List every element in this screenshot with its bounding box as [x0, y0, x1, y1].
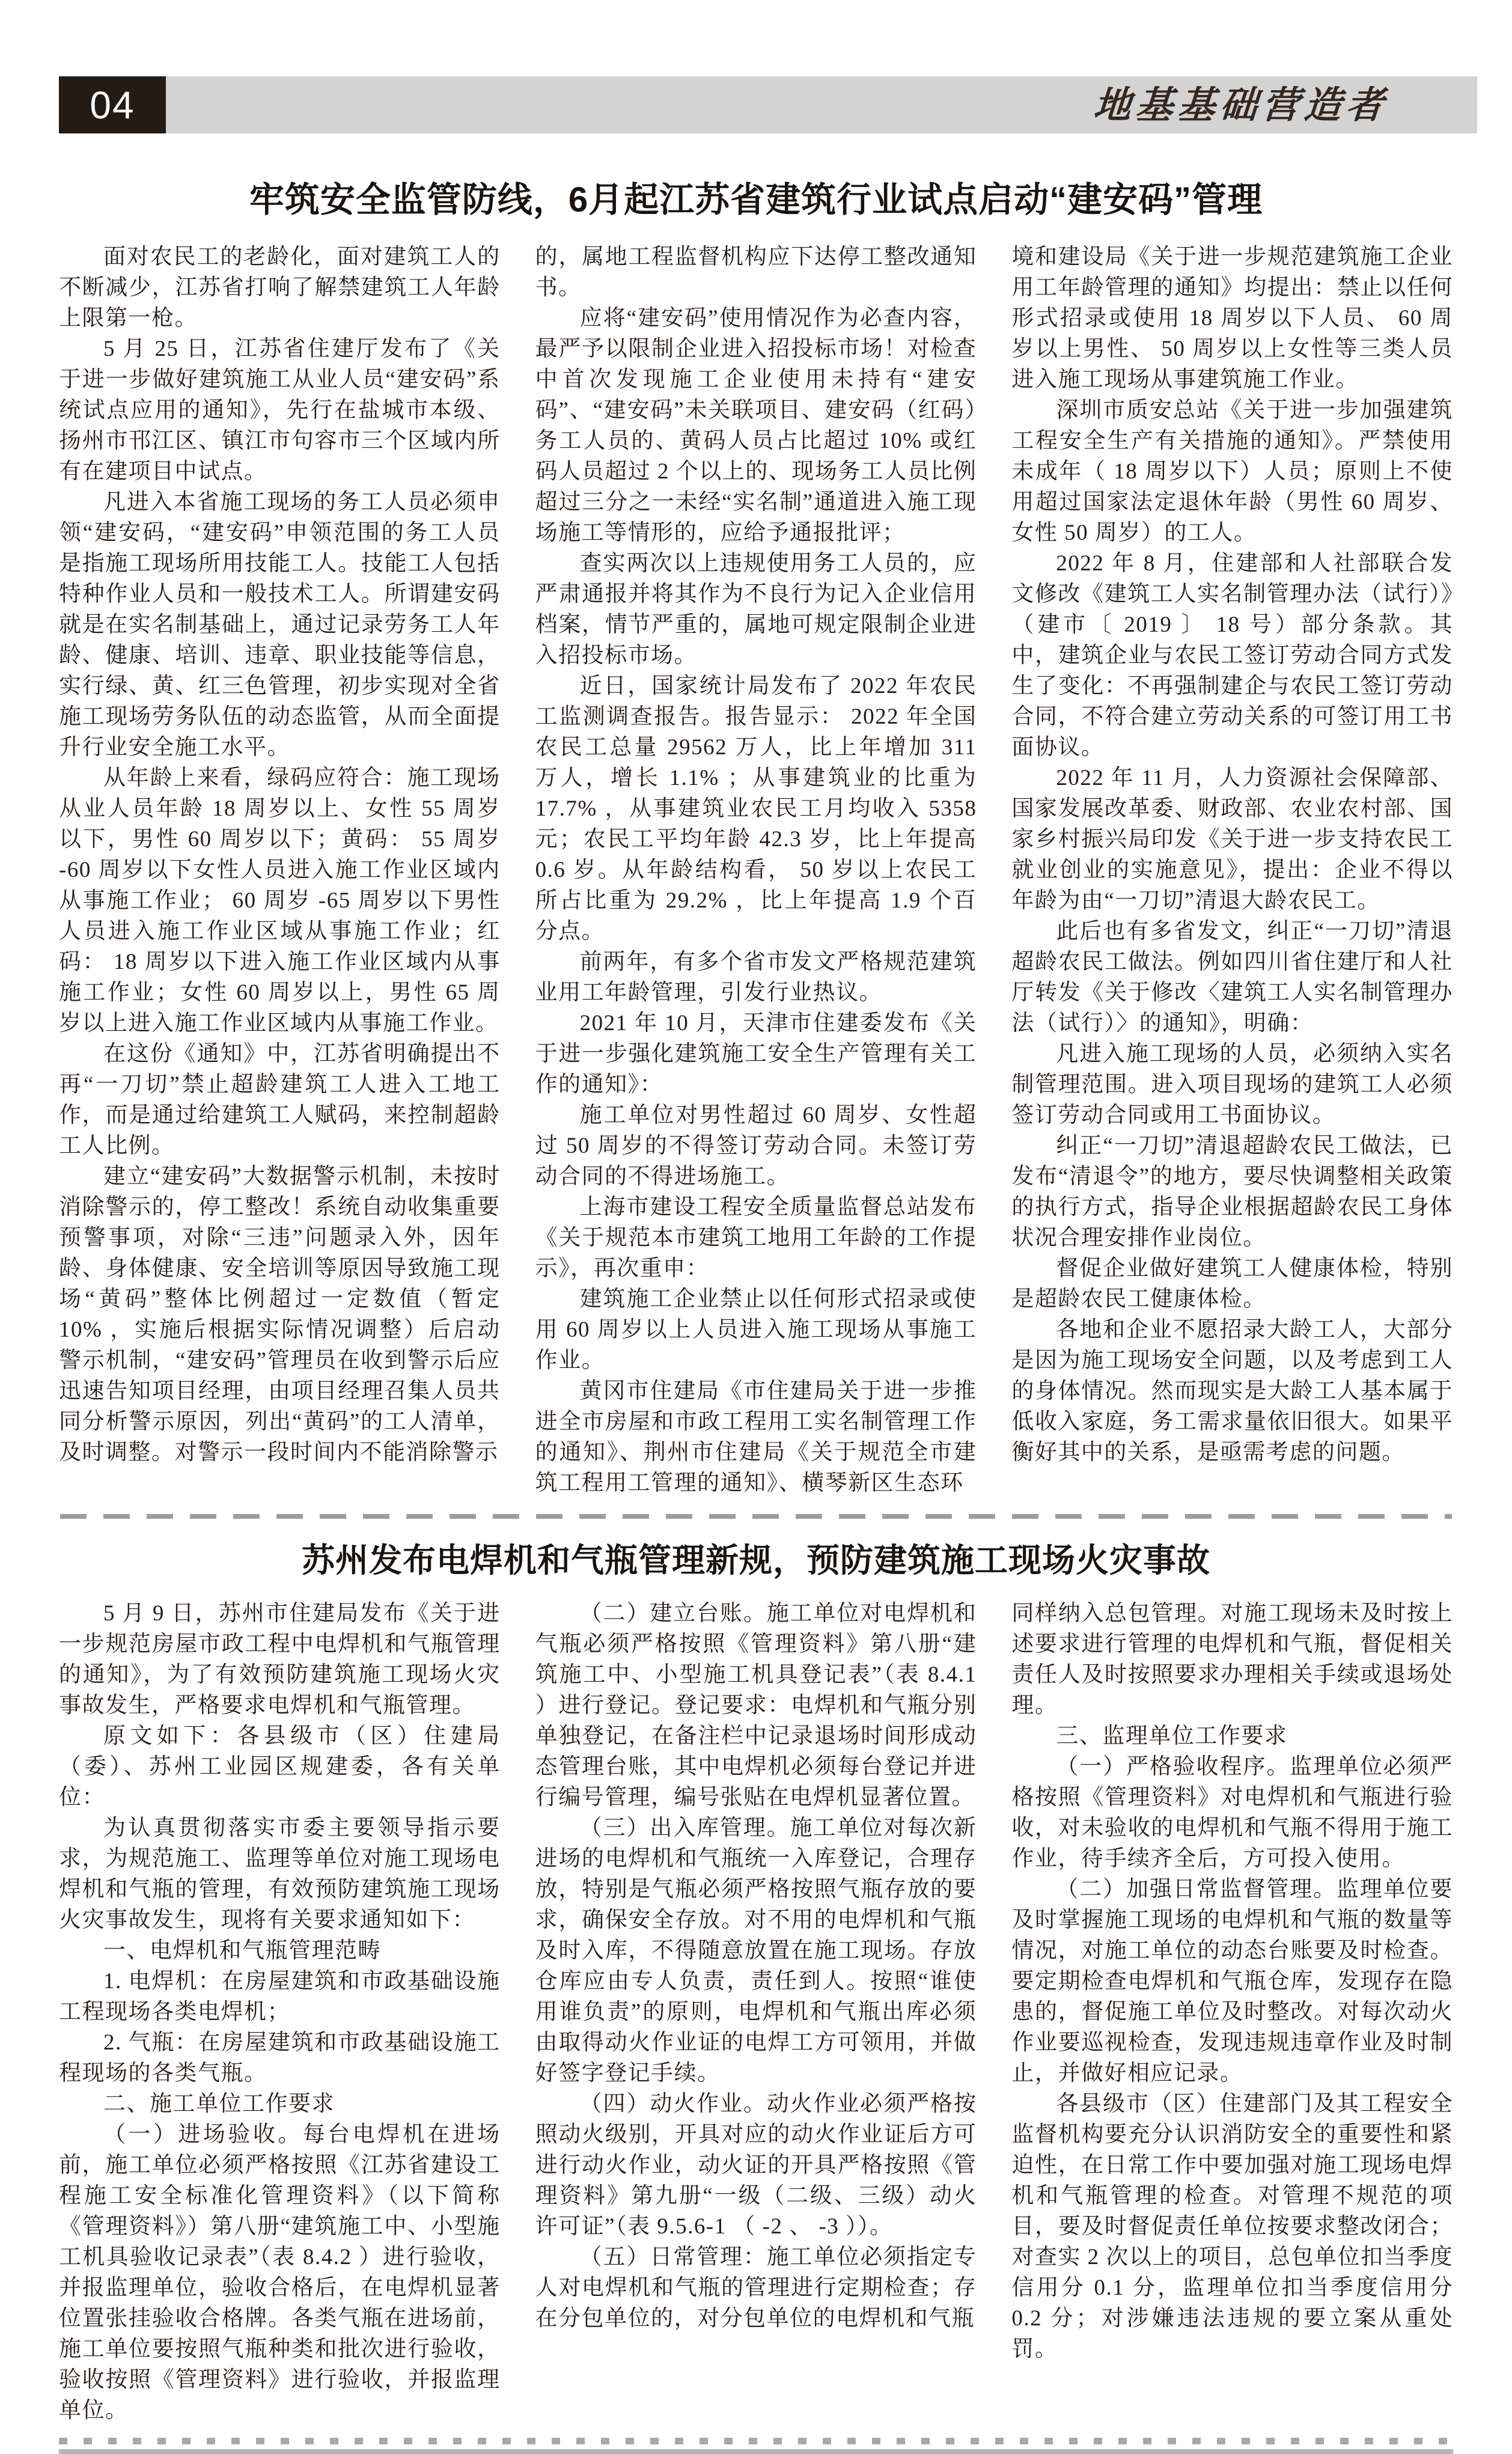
- page-content: [59, 180, 1453, 2454]
- paragraph: （五）日常管理：施工单位必须指定专人对电焊机和气瓶的管理进行定期检查；存在分包单位的，对分包单位的电焊机和气瓶: [535, 2245, 977, 2331]
- article-jianganma: [59, 180, 1453, 1498]
- paragraph: 凡进入施工现场的人员，必须纳入实名制管理范围。进入项目现场的建筑工人必须签订劳动合同或用工书面协议。: [1011, 1042, 1454, 1128]
- paragraph: 此后也有多省发文，纠正“一刀切”清退超龄农民工做法。例如四川省住建厅和人社厅转发《关于修改〈建筑工人实名制管理办法（试行）〉的通知》，明确：: [1011, 919, 1454, 1036]
- article-suzhou-welding: [59, 1540, 1453, 2426]
- paragraph: 5 月 25 日，江苏省住建厅发布了《关于进一步做好建筑施工从业人员“建安码”系统试点应用的通知》，先行在盐城市本级、扬州市邗江区、镇江市句容市三个区域内所有在建项目中试点。: [59, 337, 501, 484]
- paragraph: 上海市建设工程安全质量监督总站发布《关于规范本市建筑工地用工年龄的工作提示》，再次重申：: [535, 1195, 977, 1281]
- paragraph: 前两年，有多个省市发文严格规范建筑业用工年龄管理，引发行业热议。: [535, 950, 977, 1005]
- paragraph: （一）严格验收程序。监理单位必须严格按照《管理资料》对电焊机和气瓶进行验收，对未验收的电焊机和气瓶不得用于施工作业，待手续齐全后，方可投入使用。: [1011, 1754, 1454, 1871]
- paragraph: 1. 电焊机：在房屋建筑和市政基础设施工程现场各类电焊机；: [59, 1969, 501, 2024]
- paragraph: 同样纳入总包管理。对施工现场未及时按上述要求进行管理的电焊机和气瓶，督促相关责任人及时按照要求办理相关手续或退场处理。: [1011, 1601, 1454, 1718]
- paragraph: 各地和企业不愿招录大龄工人，大部分是因为施工现场安全问题，以及考虑到工人的身体情况。然而现实是大龄工人基本属于低收入家庭，务工需求量依旧很大。如果平衡好其中的关系，是亟需考虑的问题。: [1011, 1317, 1454, 1465]
- paragraph: 应将“建安码”使用情况作为必查内容，最严予以限制企业进入招投标市场！对检查中首次发现施工企业使用未持有“建安码”、“建安码”未关联项目、建安码（红码）务工人员的、黄码人员占比超过 10% 或红码人员超过 2 个以上的、现场务工人员比例超过三分之一未经“实名制”通道进入施工现场施工等情形的，应给予通报批评；: [535, 306, 977, 545]
- paragraph: 2022 年 8 月，住建部和人社部联合发文修改《建筑工人实名制管理办法（试行）》（建市〔 2019 〕 18 号）部分条款。其中，建筑企业与农民工签订劳动合同方式发生了变化：不再强制建企与农民工签订劳动合同，不符合建立劳动关系的可签订用工书面协议。: [1011, 551, 1454, 760]
- paragraph: 督促企业做好建筑工人健康体检，特别是超龄农民工健康体检。: [1011, 1256, 1454, 1311]
- masthead-title: 地基基础营造者: [1092, 83, 1390, 127]
- article-column-3: [1011, 1598, 1453, 2426]
- paragraph: 建立“建安码”大数据警示机制，未按时消除警示的，停工整改！系统自动收集重要预警事项，对除“三违”问题录入外，因年龄、身体健康、安全培训等原因导致施工现场“黄码”整体比例超过一定数值（暂定 10% ，实施后根据实际情况调整）后启动警示机制，“建安码”管理员在收到警示后应迅速告知项目经理，由项目经理召集人员共同分析警示原因，列出“黄码”的工人清单，及时调整。对警示一段时间内不能消除警示: [59, 1164, 501, 1465]
- paragraph: 5 月 9 日，苏州市住建局发布《关于进一步规范房屋市政工程中电焊机和气瓶管理的通知》，为了有效预防建筑施工现场火灾事故发生，严格要求电焊机和气瓶管理。: [59, 1601, 501, 1718]
- dashed-divider: [60, 1514, 1452, 1519]
- bottom-dashed-rule: [59, 2438, 1453, 2444]
- paragraph: （二）建立台账。施工单位对电焊机和气瓶必须严格按照《管理资料》第八册“建筑施工中、小型施工机具登记表”（表 8.4.1 ）进行登记。登记要求：电焊机和气瓶分别单独登记，在备注栏中记录退场时间形成动态管理台账，其中电焊机必须每台登记并进行编号管理，编号张贴在电焊机显著位置。: [535, 1601, 977, 1810]
- paragraph: 深圳市质安总站《关于进一步加强建筑工程安全生产有关措施的通知》。严禁使用未成年（ 18 周岁以下）人员；原则上不使用超过国家法定退休年龄（男性 60 周岁、女性 50 周岁）的工人。: [1011, 398, 1454, 545]
- paragraph: 境和建设局《关于进一步规范建筑施工企业用工年龄管理的通知》均提出：禁止以任何形式招录或使用 18 周岁以下人员、 60 周岁以上男性、 50 周岁以上女性等三类人员进入施工现场从事建筑施工作业。: [1011, 245, 1454, 392]
- article-column-1: [59, 242, 501, 1498]
- paragraph: 查实两次以上违规使用务工人员的，应严肃通报并将其作为不良行为记入企业信用档案，情节严重的，属地可规定限制企业进入招投标市场。: [535, 551, 977, 668]
- page-header-band: [59, 76, 1477, 133]
- paragraph: 2. 气瓶：在房屋建筑和市政基础设施工程现场的各类气瓶。: [59, 2030, 501, 2086]
- paragraph: （一）进场验收。每台电焊机在进场前，施工单位必须严格按照《江苏省建设工程施工安全标准化管理资料》（以下简称《管理资料》）第八册“建筑施工中、小型施工机具验收记录表”（表 8.4.2 ）进行验收，并报监理单位，验收合格后，在电焊机显著位置张挂验收合格牌。各类气瓶在进场前，施工单位要按照气瓶种类和批次进行验收，验收按照《管理资料》进行验收，并报监理单位。: [59, 2122, 501, 2423]
- paragraph: 建筑施工企业禁止以任何形式招录或使用 60 周岁以上人员进入施工现场从事施工作业。: [535, 1287, 977, 1373]
- paragraph: 为认真贯彻落实市委主要领导指示要求，为规范施工、监理等单位对施工现场电焊机和气瓶的管理，有效预防建筑施工现场火灾事故发生，现将有关要求通知如下：: [59, 1816, 501, 1932]
- paragraph: 面对农民工的老龄化，面对建筑工人的不断减少，江苏省打响了解禁建筑工人年龄上限第一枪。: [59, 245, 501, 331]
- paragraph: 一、电焊机和气瓶管理范畴: [103, 1938, 381, 1963]
- paragraph: 施工单位对男性超过 60 周岁、女性超过 50 周岁的不得签订劳动合同。未签订劳动合同的不得进场施工。: [535, 1103, 977, 1189]
- article-title: 牢筑安全监管防线，6月起江苏省建筑行业试点启动“建安码”管理: [249, 180, 1263, 219]
- paragraph: 纠正“一刀切”清退超龄农民工做法，已发布“清退令”的地方，要尽快调整相关政策的执行方式，指导企业根据超龄农民工身体状况合理安排作业岗位。: [1011, 1134, 1454, 1250]
- article-column-2: [535, 1598, 977, 2426]
- paragraph: 二、施工单位工作要求: [103, 2092, 335, 2116]
- article-title: 苏州发布电焊机和气瓶管理新规，预防建筑施工现场火灾事故: [301, 1542, 1210, 1579]
- paragraph: 在这份《通知》中，江苏省明确提出不再“一刀切”禁止超龄建筑工人进入工地工作，而是通过给建筑工人赋码，来控制超龄工人比例。: [59, 1042, 501, 1158]
- paragraph: 各县级市（区）住建部门及其工程安全监督机构要充分认识消防安全的重要性和紧迫性，在日常工作中要加强对施工现场电焊机和气瓶管理的检查。对管理不规范的项目，要及时督促责任单位按要求整改闭合；对查实 2 次以上的项目，总包单位扣当季度信用分 0.1 分，监理单位扣当季度信用分 0.2 分；对涉嫌违法违规的要立案从重处罚。: [1011, 2092, 1454, 2361]
- paragraph: 黄冈市住建局《市住建局关于进一步推进全市房屋和市政工程用工实名制管理工作的通知》、荆州市住建局《关于规范全市建筑工程用工管理的通知》、横琴新区生态环: [535, 1379, 977, 1495]
- paragraph: （四）动火作业。动火作业必须严格按照动火级别，开具对应的动火作业证后方可进行动火作业，动火证的开具严格按照《管理资料》第九册“一级（二级、三级）动火许可证”（表 9.5.6-1 （ -2 、 -3 ））。: [535, 2092, 977, 2239]
- article-column-1: [59, 1598, 501, 2426]
- paragraph: 从年龄上来看，绿码应符合：施工现场从业人员年龄 18 周岁以上、女性 55 周岁以下，男性 60 周岁以下；黄码： 55 周岁 -60 周岁以下女性人员进入施工作业区域内从事施工作业； 60 周岁 -65 周岁以下男性人员进入施工作业区域从事施工作业；红码： 18 周岁以下进入施工作业区域内从事施工作业；女性 60 周岁以上，男性 65 周岁以上进入施工作业区域内从事施工作业。: [59, 766, 501, 1036]
- paragraph: 原文如下：各县级市（区）住建局（委）、苏州工业园区规建委，各有关单位：: [59, 1724, 501, 1810]
- paragraph: 的，属地工程监督机构应下达停工整改通知书。: [535, 245, 977, 300]
- page-number: 04: [90, 83, 135, 127]
- paragraph: 凡进入本省施工现场的务工人员必须申领“建安码，“建安码”申领范围的务工人员是指施工现场所用技能工人。技能工人包括特种作业人员和一般技术工人。所谓建安码就是在实名制基础上，通过记录劳务工人年龄、健康、培训、违章、职业技能等信息，实行绿、黄、红三色管理，初步实现对全省施工现场劳务队伍的动态监管，从而全面提升行业安全施工水平。: [59, 490, 501, 760]
- paragraph: （二）加强日常监督管理。监理单位要及时掌握施工现场的电焊机和气瓶的数量等情况，对施工单位的动态台账要及时检查。要定期检查电焊机和气瓶仓库，发现存在隐患的，督促施工单位及时整改。对每次动火作业要巡视检查，发现违规违章作业及时制止，并做好相应记录。: [1011, 1877, 1454, 2086]
- paragraph: 2021 年 10 月，天津市住建委发布《关于进一步强化建筑施工安全生产管理有关工作的通知》：: [535, 1011, 977, 1097]
- paragraph: 三、监理单位工作要求: [1056, 1724, 1288, 1748]
- article-column-2: [535, 242, 977, 1498]
- paragraph: （三）出入库管理。施工单位对每次新进场的电焊机和气瓶统一入库登记，合理存放，特别是气瓶必须严格按照气瓶存放的要求，确保安全存放。对不用的电焊机和气瓶及时入库，不得随意放置在施工现场。存放仓库应由专人负责，责任到人。按照“谁使用谁负责”的原则，电焊机和气瓶出库必须由取得动火作业证的电焊工方可领用，并做好签字登记手续。: [535, 1816, 977, 2086]
- article-columns: [59, 1598, 1453, 2426]
- bottom-solid-rule: [59, 2449, 1453, 2454]
- paragraph: 2022 年 11 月，人力资源社会保障部、国家发展改革委、财政部、农业农村部、国家乡村振兴局印发《关于进一步支持农民工就业创业的实施意见》，提出：企业不得以年龄为由“一刀切”清退大龄农民工。: [1011, 766, 1454, 913]
- paragraph: 近日，国家统计局发布了 2022 年农民工监测调查报告。报告显示： 2022 年全国农民工总量 29562 万人，比上年增加 311 万人，增长 1.1% ；从事建筑业的比重为 17.7% ，从事建筑业农民工月均收入 5358 元；农民工平均年龄 42.3 岁，比上年提高 0.6 岁。从年龄结构看， 50 岁以上农民工所占比重为 29.2% ，比上年提高 1.9 个百分点。: [535, 674, 977, 944]
- article-column-3: [1011, 242, 1453, 1498]
- page-number-box: [59, 76, 166, 133]
- article-columns: [59, 242, 1453, 1498]
